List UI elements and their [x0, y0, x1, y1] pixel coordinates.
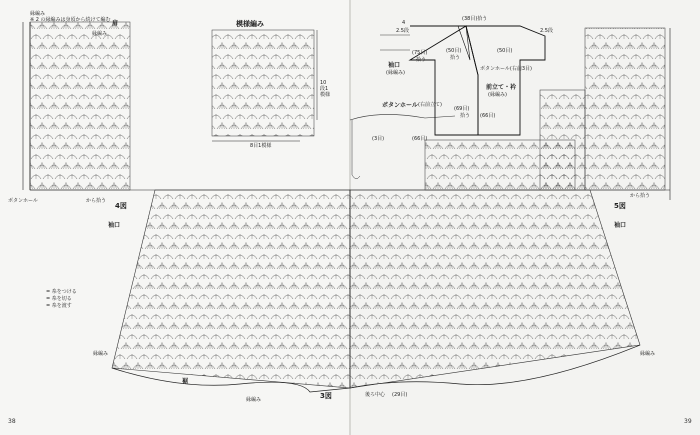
sch-66a: (66目) — [480, 113, 496, 119]
sch-50b: (50目) — [497, 48, 513, 54]
back-center-label: 後ろ中心 — [365, 392, 386, 398]
sch-75: (75目) — [412, 50, 428, 56]
sch-buttonhole2: ボタンホール — [382, 102, 418, 109]
sch-25a: 2.5段 — [396, 28, 409, 34]
pickup-arrow-right: から拾う — [630, 193, 651, 199]
pattern-title: 模様編み — [236, 20, 264, 28]
sch-69b: 拾う — [460, 113, 471, 119]
sch-25b: 2.5段 — [540, 28, 553, 34]
sch-buttonhole2-sub: (右前立て) — [418, 102, 442, 108]
cuff-label-left: 袖口 — [108, 222, 121, 229]
edge-label-bottom-left: 縁編み — [93, 351, 109, 357]
page-number-left: 38 — [8, 418, 16, 425]
edge-label-top-left: 縁編み — [30, 11, 46, 17]
sch-buttonhole-note: ボタンホール(右前3目) — [480, 66, 532, 72]
cuff-label-right: 袖口 — [614, 222, 627, 229]
pattern-swatch — [212, 30, 317, 141]
sch-front-band-sub: (縁編み) — [488, 92, 507, 98]
neck-count: (38目)拾う — [462, 16, 488, 22]
shoulder-label: 肩 — [112, 20, 119, 27]
sch-pick: 拾う — [416, 57, 427, 63]
buttonhole-label-left: ボタンホール — [8, 198, 38, 204]
sch-38a: (3目) — [372, 136, 385, 142]
figure-3-label: 3図 — [320, 392, 332, 400]
left-front-column — [30, 22, 130, 190]
edge-label-bottom-center: 縁編み — [246, 397, 262, 403]
sch-69a: (69目) — [454, 106, 470, 112]
edge-label-top-left-2: 縁編み — [92, 31, 108, 37]
back-center-count: (29目) — [392, 392, 408, 398]
hem-label: 裾 — [182, 378, 189, 385]
page-number-right: 39 — [684, 418, 692, 425]
figure-4-label: 4図 — [115, 202, 127, 210]
pattern-repeat-stitch: 8目1模様 — [250, 143, 272, 149]
sch-cuff-sub: (縁編み) — [386, 70, 405, 76]
sch-66b: (66目) — [412, 136, 428, 142]
edge-label-bottom-right: 縁編み — [640, 351, 656, 357]
pickup-arrow-left: から拾う — [86, 198, 107, 204]
sch-50a: (50目) — [446, 48, 462, 54]
sch-front-band: 前立て・衿 — [486, 84, 517, 91]
sch-cuff: 袖口 — [388, 62, 401, 69]
sch-pick2: 拾う — [450, 55, 461, 61]
note-row: ※ 2 の縁編みは身頃から続けて編む — [30, 17, 111, 23]
legend-attach: = 糸をつける — [46, 289, 77, 295]
legend-rejoin: = 糸を渡す — [46, 303, 72, 309]
sch-4: 4 — [402, 20, 406, 26]
legend-cut: = 糸を切る — [46, 296, 72, 302]
pattern-repeat-rows: 10段1模様 — [320, 80, 331, 98]
figure-5-label: 5図 — [614, 202, 626, 210]
